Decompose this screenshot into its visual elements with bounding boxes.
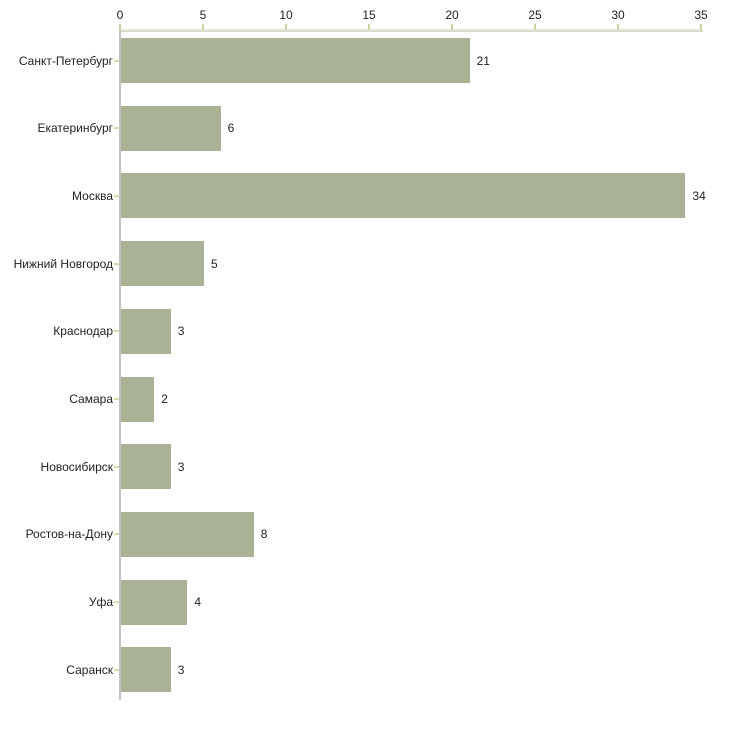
value-label: 6 — [227, 121, 235, 136]
category-tick-mark — [114, 669, 119, 671]
category-tick-mark — [114, 60, 119, 62]
bar — [121, 444, 171, 489]
bar — [121, 580, 187, 625]
value-label: 3 — [177, 662, 185, 677]
category-label: Самара — [69, 392, 113, 406]
category-tick-mark — [114, 127, 119, 129]
category-tick-mark — [114, 398, 119, 400]
value-label: 21 — [476, 53, 490, 68]
x-tick-mark — [700, 24, 702, 30]
bar — [121, 106, 221, 151]
category-tick-mark — [114, 533, 119, 535]
category-tick-mark — [114, 466, 119, 468]
value-label: 5 — [211, 256, 218, 271]
category-label: Екатеринбург — [37, 121, 113, 136]
x-tick-label: 0 — [116, 8, 124, 22]
x-tick-mark — [534, 24, 536, 30]
category-label: Уфа — [88, 595, 113, 610]
value-label: 2 — [161, 392, 168, 406]
category-label: Краснодар — [53, 324, 113, 339]
category-label: Санкт-Петербург — [18, 53, 113, 68]
category-label: Нижний Новгород — [13, 256, 113, 271]
bar — [121, 173, 685, 218]
x-tick-label: 10 — [279, 8, 293, 22]
bar — [121, 647, 171, 692]
x-tick-label: 30 — [611, 8, 625, 22]
x-tick-label: 35 — [694, 8, 708, 22]
value-label: 34 — [692, 188, 706, 203]
category-label: Саранск — [66, 662, 113, 677]
x-tick-mark — [451, 24, 453, 30]
x-tick-label: 25 — [528, 8, 542, 22]
category-tick-mark — [114, 601, 119, 603]
bar — [121, 377, 154, 422]
x-tick-label: 15 — [362, 8, 376, 22]
x-tick-mark — [368, 24, 370, 30]
bar — [121, 512, 254, 557]
category-tick-mark — [114, 330, 119, 332]
x-tick-mark — [617, 24, 619, 30]
value-label: 3 — [177, 324, 185, 339]
bar — [121, 309, 171, 354]
x-tick-mark — [285, 24, 287, 30]
value-label: 8 — [260, 527, 268, 542]
category-label: Новосибирск — [40, 459, 113, 474]
x-axis-line — [120, 29, 703, 32]
category-tick-mark — [114, 263, 119, 265]
category-label: Ростов-на-Дону — [25, 527, 113, 542]
bar — [121, 38, 470, 83]
x-tick-mark — [119, 24, 121, 30]
category-label: Москва — [72, 188, 113, 203]
category-tick-mark — [114, 195, 119, 197]
value-label: 4 — [194, 595, 202, 610]
bar — [121, 241, 204, 286]
x-tick-label: 5 — [199, 8, 207, 22]
value-label: 3 — [177, 459, 185, 474]
x-tick-label: 20 — [445, 8, 459, 22]
x-tick-mark — [202, 24, 204, 30]
